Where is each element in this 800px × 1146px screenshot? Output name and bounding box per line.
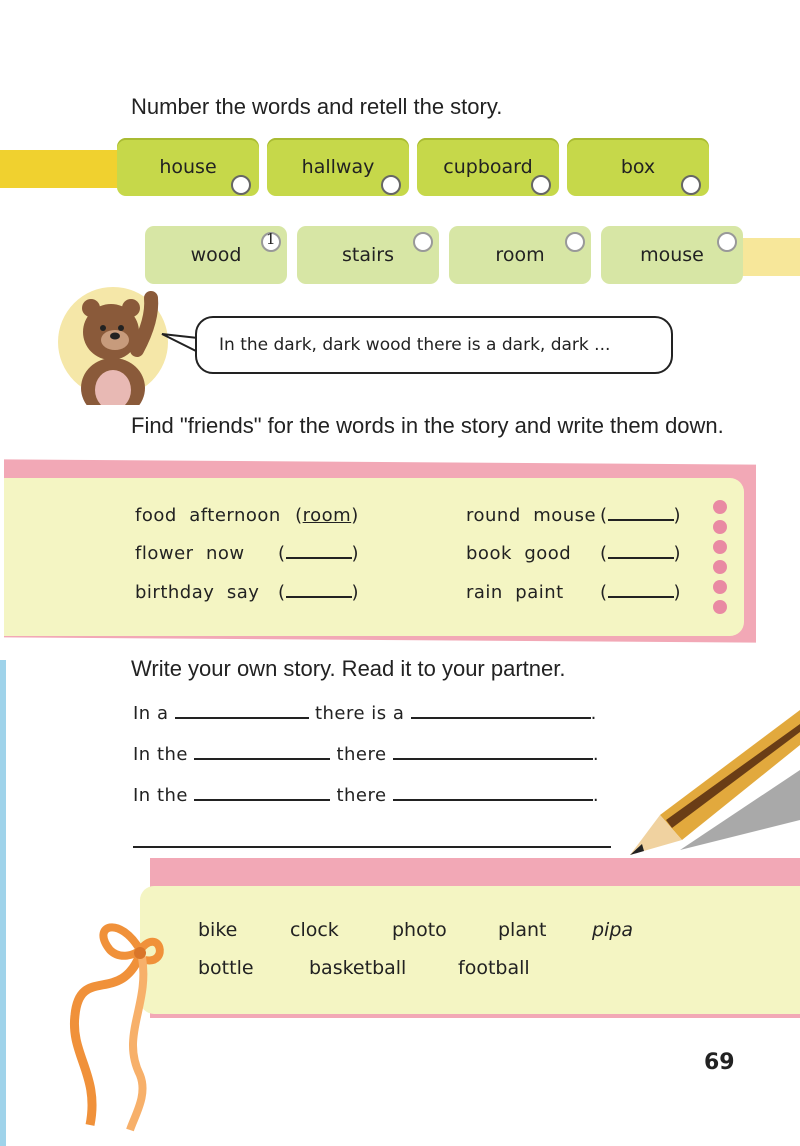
- speech-text: In the dark, dark wood there is a dark, dark ...: [219, 335, 611, 355]
- story-text: there is a: [314, 703, 405, 724]
- story-line-4[interactable]: [133, 846, 611, 848]
- story-text: In the: [133, 744, 188, 765]
- instruction-number-words: Number the words and retell the story.: [131, 94, 503, 119]
- binder-ring: [713, 520, 727, 534]
- rhyme-row: food afternoon (room): [135, 505, 359, 526]
- wordbank-word: bike: [198, 919, 238, 941]
- rhyme-words: food afternoon: [135, 505, 281, 526]
- tag-label: cupboard: [443, 156, 533, 178]
- story-text: there: [336, 785, 387, 806]
- binder-ring: [713, 600, 727, 614]
- rhyme-answer-field[interactable]: ( ): [600, 505, 682, 526]
- story-blank[interactable]: [393, 758, 593, 760]
- story-line-2: In the there .: [133, 744, 600, 765]
- rhyme-words: round mouse: [466, 505, 597, 526]
- tag-label: wood: [190, 244, 242, 266]
- page-edge-strip: [0, 660, 6, 1146]
- rhyme-words: flower now: [135, 543, 245, 564]
- tag-label: room: [495, 244, 545, 266]
- rhyme-answer-field[interactable]: ( ): [278, 543, 360, 564]
- tag-label: mouse: [640, 244, 704, 266]
- tag-label: house: [159, 156, 217, 178]
- rhyme-row: [135, 543, 245, 564]
- number-circle-cupboard[interactable]: [531, 175, 551, 195]
- number-circle-stairs[interactable]: [413, 232, 433, 252]
- number-wood: 1: [266, 230, 276, 248]
- wordbank-card: [140, 886, 800, 1014]
- rhyme-row: [466, 505, 596, 526]
- page-number: 69: [704, 1050, 735, 1075]
- rhyme-row: [466, 582, 564, 603]
- rhyme-words: rain paint: [466, 582, 564, 603]
- wordbank-word: plant: [498, 919, 547, 941]
- rhyme-answer-field[interactable]: ( ): [600, 582, 682, 603]
- instruction-write-story: Write your own story. Read it to your partner.: [131, 656, 566, 681]
- rhyme-answer-field[interactable]: ( ): [600, 543, 682, 564]
- rhyme-words: birthday say: [135, 582, 260, 603]
- wordbank-word: pipa: [592, 919, 634, 941]
- tag-label: hallway: [301, 156, 375, 178]
- story-line-3: In the there .: [133, 785, 600, 806]
- story-blank[interactable]: [194, 799, 330, 801]
- rhyme-answer[interactable]: room: [302, 505, 352, 526]
- ribbon-illustration: [60, 905, 170, 1135]
- story-blank[interactable]: [393, 799, 593, 801]
- wordbank-word: basketball: [309, 957, 407, 979]
- story-line-1: In a there is a .: [133, 703, 597, 724]
- number-circle-room[interactable]: [565, 232, 585, 252]
- number-circle-box[interactable]: [681, 175, 701, 195]
- wordbank-word: clock: [290, 919, 339, 941]
- story-blank[interactable]: [175, 717, 309, 719]
- story-text: In the: [133, 785, 188, 806]
- speech-tail: [160, 330, 200, 360]
- pencil-illustration: [620, 710, 800, 860]
- number-circle-hallway[interactable]: [381, 175, 401, 195]
- rhyme-words: book good: [466, 543, 572, 564]
- number-circle-house[interactable]: [231, 175, 251, 195]
- rhyme-answer-field[interactable]: ( ): [278, 582, 360, 603]
- tag-label: stairs: [342, 244, 394, 266]
- rhyme-row: [135, 582, 259, 603]
- story-text: In a: [133, 703, 169, 724]
- instruction-find-friends: Find "friends" for the words in the story and write them down.: [131, 413, 724, 438]
- story-blank[interactable]: [194, 758, 330, 760]
- rhyme-row: [466, 543, 571, 564]
- binder-ring: [713, 540, 727, 554]
- story-text: there: [336, 744, 387, 765]
- wordbank-word: photo: [392, 919, 447, 941]
- binder-ring: [713, 560, 727, 574]
- speech-bubble: [195, 316, 673, 374]
- tag-label: box: [620, 156, 656, 178]
- binder-ring: [713, 580, 727, 594]
- wordbank-word: football: [458, 957, 530, 979]
- number-circle-mouse[interactable]: [717, 232, 737, 252]
- wordbank-word: bottle: [198, 957, 254, 979]
- binder-ring: [713, 500, 727, 514]
- story-blank[interactable]: [411, 717, 591, 719]
